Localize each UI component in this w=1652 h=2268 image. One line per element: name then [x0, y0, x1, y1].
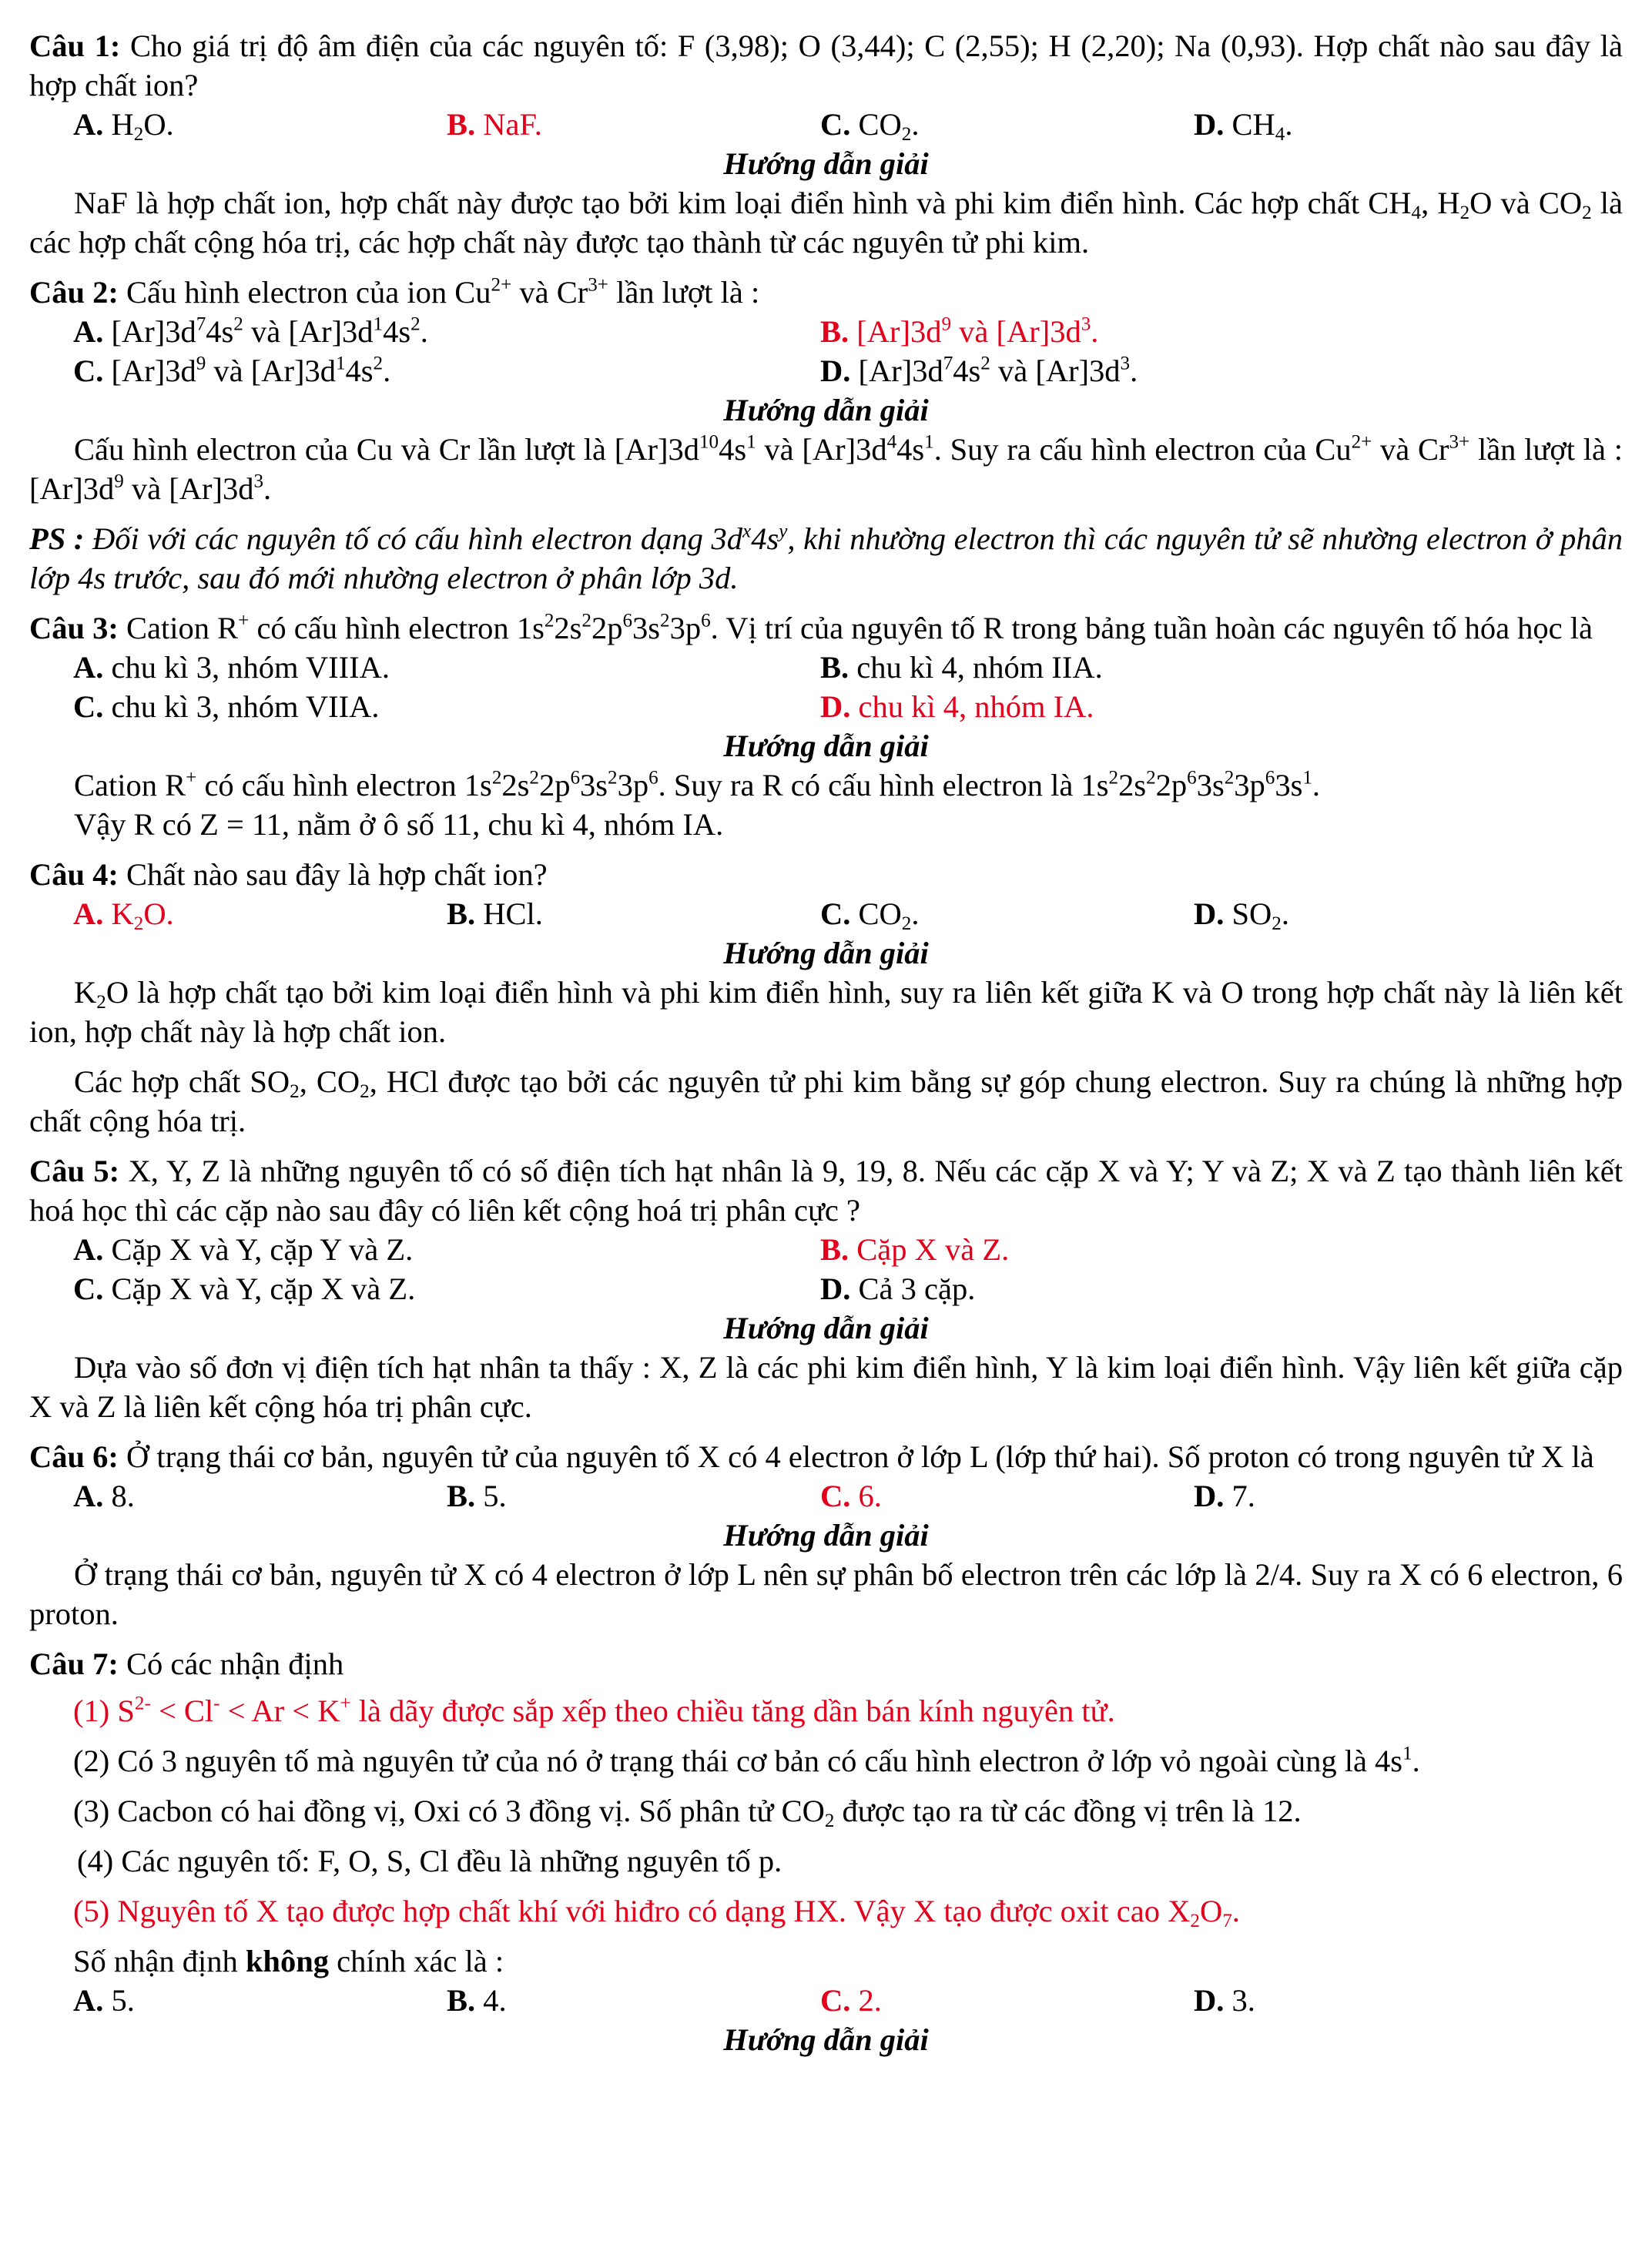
option-b: B. HCl. [447, 896, 543, 931]
question-5: Câu 5: X, Y, Z là những nguyên tố có số điện tích hạt nhân là 9, 19, 8. Nếu các cặp X và Y; Y và Z; X và Z tạo thành liên kết hoá học thì các cặp nào sau đây có liên kết cộng hoá trị phân cực ? [29, 1154, 1623, 1228]
question-1 [29, 26, 1623, 105]
options-row [29, 648, 1623, 687]
question-ask: Số nhận định không chính xác là : [73, 1944, 504, 1978]
option-a: A. 5. [73, 1983, 135, 2018]
options-row [29, 1269, 1623, 1308]
option-d: D. $SO_2$. [1194, 896, 1289, 935]
option-d: D. chu kì 4, nhóm IA. [820, 689, 1094, 724]
option-b: B. 4. [447, 1983, 507, 2018]
question-text: Cho giá trị độ âm điện của các nguyên tố: F (3,98); O (3,44); C (2,55); H (2,20); Na (0,93). Hợp chất nào sau đây là hợp chất ion? [29, 28, 1624, 102]
statement-4: (4) Các nguyên tố: F, O, S, Cl đều là những nguyên tố p. [77, 1844, 782, 1878]
options-row [29, 351, 1623, 390]
statement-1: (1) $S^{2-} < Cl^- < Ar < K^+$ là dãy được sắp xếp theo chiều tăng dần bán kính nguyên tử. [73, 1693, 1115, 1728]
solution-heading: Hướng dẫn giải [723, 393, 929, 427]
option-c: C. 2. [820, 1983, 882, 2018]
option-d: D. Cả 3 cặp. [820, 1271, 976, 1306]
option-b: B. 5. [447, 1479, 507, 1513]
question-2: Câu 2: Cấu hình electron của ion $Cu^{2+}$ và $Cr^{3+}$ lần lượt là : [29, 274, 760, 310]
question-label: Câu 2: [29, 275, 119, 310]
question-label: Câu 6: [29, 1439, 119, 1474]
options-row [29, 1230, 1623, 1269]
option-a: A. 8. [73, 1479, 135, 1513]
option-c: C. 6. [820, 1479, 882, 1513]
solution-text: Các hợp chất $SO_2$, $CO_2$, HCl được tạo bởi các nguyên tử phi kim bằng sự góp chung electron. Suy ra chúng là những hợp chất cộng hóa trị. [29, 1064, 1623, 1138]
option-c: C. $CO_2$. [820, 896, 920, 935]
option-d: D. $CH_4$. [1194, 107, 1293, 146]
options-row [29, 1981, 1623, 2020]
solution-heading: Hướng dẫn giải [723, 936, 929, 970]
solution-heading: Hướng dẫn giải [723, 2022, 929, 2057]
options-row [29, 105, 1623, 144]
option-b: B. NaF. [447, 107, 542, 142]
statement-3: (3) Cacbon có hai đồng vị, Oxi có 3 đồng vị. Số phân tử $CO_2$ được tạo ra từ các đồng vị trên là 12. [73, 1794, 1302, 1832]
option-c: C. $CO_2$. [820, 107, 920, 146]
solution-heading: Hướng dẫn giải [723, 1518, 929, 1553]
option-b: B. Cặp X và Z. [820, 1232, 1010, 1267]
solution-text: NaF là hợp chất ion, hợp chất này được tạo bởi kim loại điển hình và phi kim điển hình. Các hợp chất $CH_4$, $H_2O$ và $CO_2$ là các hợp chất cộng hóa trị, các hợp chất này được tạo thành từ các nguyên tử phi kim. [29, 186, 1624, 260]
solution-text: Vậy R có Z = 11, nằm ở ô số 11, chu kì 4, nhóm IA. [74, 807, 724, 842]
option-c: C. $[Ar]3d^9$ và $[Ar]3d^14s^2$. [73, 353, 391, 388]
options-row [29, 894, 1623, 933]
option-c: C. Cặp X và Y, cặp X và Z. [73, 1271, 416, 1306]
solution-heading: Hướng dẫn giải [723, 146, 929, 181]
solution-heading: Hướng dẫn giải [723, 1311, 929, 1345]
solution-text: $K_2O$ là hợp chất tạo bởi kim loại điển hình và phi kim điển hình, suy ra liên kết giữa K và O trong hợp chất này là liên kết ion, hợp chất này là hợp chất ion. [29, 975, 1623, 1049]
question-label: Câu 7: [29, 1647, 119, 1681]
question-label: Câu 3: [29, 611, 119, 645]
statement-5: (5) Nguyên tố X tạo được hợp chất khí với hiđro có dạng HX. Vậy X tạo được oxit cao $X_2O_7$. [73, 1894, 1240, 1932]
solution-heading: Hướng dẫn giải [723, 729, 929, 763]
option-b: B. chu kì 4, nhóm IIA. [820, 650, 1103, 685]
option-a: A. $H_2O$. [73, 107, 174, 146]
note-text: PS : Đối với các nguyên tố có cấu hình electron dạng $3d^x4s^y$, khi nhường electron thì các nguyên tử sẽ nhường electron ở phân lớp 4s trước, sau đó mới nhường electron ở phân lớp 3d. [29, 521, 1624, 595]
statement-2: (2) Có 3 nguyên tố mà nguyên tử của nó ở trạng thái cơ bản có cấu hình electron ở lớp vỏ ngoài cùng là $4s^1$. [73, 1743, 1420, 1778]
question-6: Câu 6: Ở trạng thái cơ bản, nguyên tử của nguyên tố X có 4 electron ở lớp L (lớp thứ hai). Số proton có trong nguyên tử X là [29, 1439, 1594, 1474]
option-a: A. $K_2O$. [73, 896, 174, 935]
question-label: Câu 4: [29, 857, 119, 892]
option-a: A. chu kì 3, nhóm VIIIA. [73, 650, 390, 685]
solution-text: Cấu hình electron của Cu và Cr lần lượt là $[Ar]3d^{10}4s^1$ và $[Ar]3d^44s^1$. Suy ra cấu hình electron của $Cu^{2+}$ và $Cr^{3+}$ lần lượt là : $[Ar]3d^9$ và $[Ar]3d^3$. [29, 431, 1623, 506]
question-label: Câu 5: [29, 1154, 120, 1188]
solution-text: Ở trạng thái cơ bản, nguyên tử X có 4 electron ở lớp L nên sự phân bố electron trên các lớp là 2/4. Suy ra X có 6 electron, 6 proton. [29, 1557, 1623, 1631]
option-b: B. $[Ar]3d^9$ và $[Ar]3d^3$. [820, 313, 1099, 349]
solution-text: Dựa vào số đơn vị điện tích hạt nhân ta thấy : X, Z là các phi kim điển hình, Y là kim loại điển hình. Vậy liên kết giữa cặp X và Z là liên kết cộng hóa trị phân cực. [29, 1350, 1623, 1424]
option-a: A. Cặp X và Y, cặp Y và Z. [73, 1232, 414, 1267]
option-d: D. $[Ar]3d^74s^2$ và $[Ar]3d^3$. [820, 353, 1138, 388]
option-a: A. $[Ar]3d^74s^2$ và $[Ar]3d^14s^2$. [73, 313, 428, 349]
options-row [29, 1476, 1623, 1516]
question-3: Câu 3: Cation R+ có cấu hình electron $1s^22s^22p^63s^23p^6$. Vị trí của nguyên tố R trong bảng tuần hoàn các nguyên tố hóa học là [29, 610, 1593, 645]
options-row [29, 312, 1623, 351]
option-c: C. chu kì 3, nhóm VIIA. [73, 689, 380, 724]
question-label: Câu 1: [29, 28, 121, 63]
option-d: D. 7. [1194, 1479, 1255, 1513]
solution-text: Cation R+ có cấu hình electron $1s^22s^22p^63s^23p^6$. Suy ra R có cấu hình electron là $1s^22s^22p^63s^23p^63s^1$. [74, 767, 1321, 802]
question-4: Câu 4: Chất nào sau đây là hợp chất ion? [29, 857, 548, 892]
options-row [29, 687, 1623, 726]
option-d: D. 3. [1194, 1983, 1255, 2018]
question-7: Câu 7: Có các nhận định [29, 1647, 344, 1681]
